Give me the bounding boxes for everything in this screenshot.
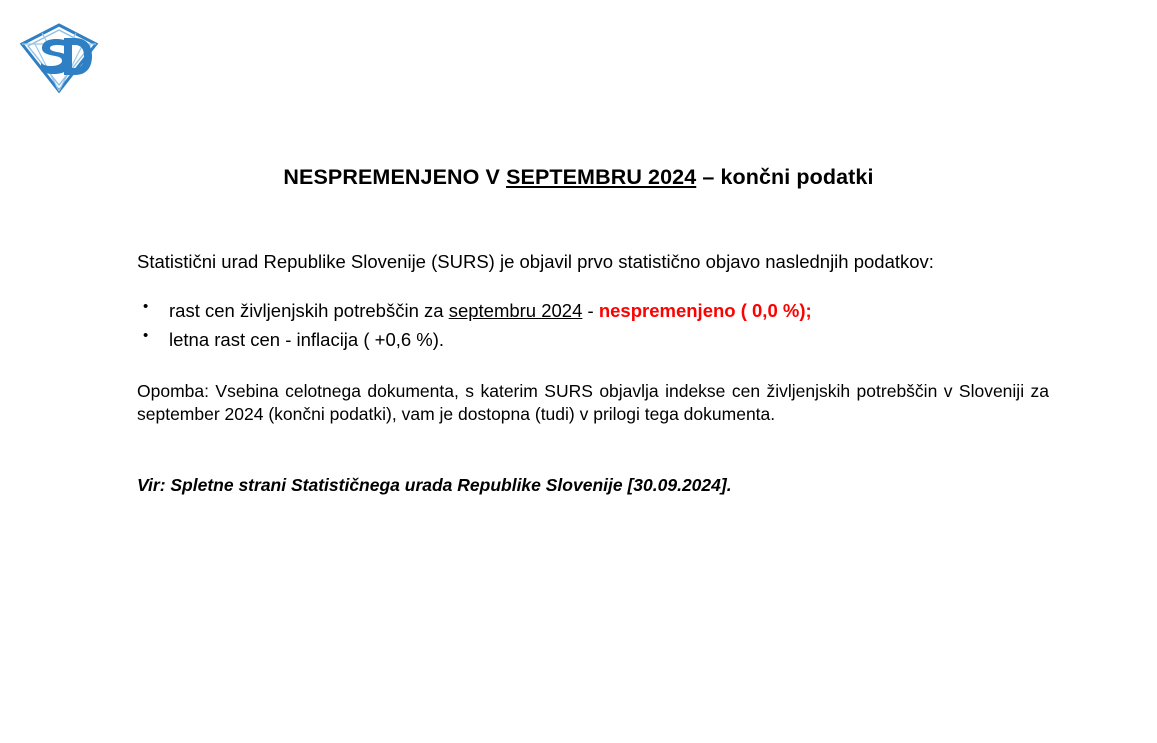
title-suffix: – končni podatki [696, 165, 874, 189]
bullet-text-before: rast cen življenjskih potrebščin za [169, 300, 449, 322]
bullet-underlined: septembru 2024 [448, 300, 583, 322]
list-item [137, 327, 1049, 352]
source-paragraph: Vir: Spletne strani Statističnega urada Republike Slovenije [30.09.2024]. [137, 475, 732, 496]
bullet-list [137, 298, 1049, 351]
bullet-highlight: nespremenjeno ( 0,0 %); [598, 300, 812, 322]
bullet-text-middle: - [582, 300, 599, 322]
page-title [0, 165, 1157, 190]
company-logo-icon [17, 22, 101, 94]
document-body [137, 250, 1049, 497]
title-underlined: SEPTEMBRU 2024 [506, 165, 697, 189]
list-item [137, 298, 1049, 323]
note-paragraph: Opomba: Vsebina celotnega dokumenta, s katerim SURS objavlja indekse cen življenjskih potrebščin v Sloveniji za september 2024 (končni podatki), vam je dostopna (tudi) v prilogi tega dokumenta. [137, 380, 1049, 424]
bullet-text-before: letna rast cen - inflacija ( +0,6 %). [169, 328, 445, 350]
title-prefix: NESPREMENJENO V [283, 165, 507, 189]
intro-paragraph: Statistični urad Republike Slovenije (SURS) je objavil prvo statistično objavo naslednjih podatkov: [137, 251, 934, 272]
